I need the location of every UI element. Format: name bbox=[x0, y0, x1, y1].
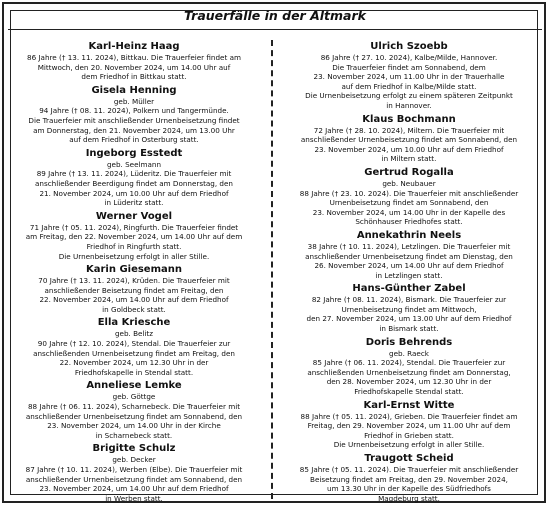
notice-line: in Letzlingen statt. bbox=[375, 270, 443, 280]
notice-line: 23. November 2024, um 10.00 Uhr auf dem Friedhof bbox=[314, 144, 504, 154]
notice-line: anschließender Urnenbeisetzung findet am Sonnabend, den bbox=[25, 474, 243, 484]
notice-line: Beisetzung findet am Freitag, den 29. November 2024, bbox=[310, 474, 508, 484]
deceased-name: Karin Giesemann bbox=[85, 264, 182, 276]
notice-line: in Bismark statt. bbox=[379, 324, 439, 334]
notice-line: anschließender Urnenbeisetzung findet am Sonnabend, den bbox=[300, 135, 518, 145]
notice-line: 82 Jahre († 08. 11. 2024), Bismark. Die Trauerfeier zur bbox=[311, 295, 507, 305]
notice-line: geb. Müller bbox=[113, 96, 155, 106]
obituary-entry bbox=[281, 452, 537, 503]
notice-line: Die Trauerfeier mit anschließender Urnenbeisetzung findet bbox=[28, 115, 240, 125]
obituary-entry bbox=[281, 113, 537, 164]
notice-line: in Werben statt. bbox=[105, 493, 163, 503]
notice-line: am Donnerstag, den 21. November 2024, um 13.00 Uhr bbox=[33, 125, 235, 135]
notice-line: anschließender Urnenbeisetzung findet am Sonnabend, den bbox=[25, 411, 243, 421]
right-column bbox=[281, 40, 537, 505]
notice-line: anschließender Urnenbeisetzung findet am Dienstag, den bbox=[305, 251, 513, 261]
deceased-name: Gertrud Rogalla bbox=[364, 166, 454, 178]
notice-line: 87 Jahre († 10. 11. 2024), Werben (Elbe). Die Trauerfeier mit bbox=[25, 465, 243, 474]
notice-line: 88 Jahre († 06. 11. 2024), Scharnebeck. Die Trauerfeier mit bbox=[27, 402, 241, 412]
obituary-entry bbox=[6, 316, 262, 377]
notice-line: 71 Jahre († 05. 11. 2024), Ringfurth. Die Trauerfeier findet bbox=[29, 222, 239, 232]
notice-line: 22. November 2024, um 14.00 Uhr auf dem Friedhof bbox=[39, 295, 229, 305]
deceased-name: Gisela Henning bbox=[91, 84, 177, 96]
notice-line: geb. Decker bbox=[112, 455, 156, 465]
notice-line: anschließender Beisetzung findet am Freitag, den bbox=[44, 285, 224, 295]
column-divider bbox=[271, 40, 273, 499]
notice-line: 94 Jahre († 08. 11. 2024), Polkern und Tangermünde. bbox=[39, 106, 229, 116]
deceased-name: Hans-Günther Zabel bbox=[352, 283, 466, 295]
notice-line: 86 Jahre († 13. 11. 2024), Bittkau. Die Trauerfeier findet am bbox=[27, 53, 241, 62]
notice-line: anschließenden Urnenbeisetzung findet am Freitag, den bbox=[33, 348, 235, 358]
notice-line: 22. November 2024, um 12.30 Uhr in der bbox=[59, 358, 209, 368]
notice-line: Magdeburg statt. bbox=[378, 493, 440, 503]
notice-line: 86 Jahre († 27. 10. 2024), Kalbe/Milde, Hannover. bbox=[320, 53, 498, 62]
notice-line: 23. November 2024, um 11.00 Uhr in der Trauerhalle bbox=[313, 72, 505, 82]
notice-line: Urnenbeisetzung findet am Mittwoch, bbox=[341, 304, 477, 314]
deceased-name: Ingeborg Esstedt bbox=[85, 147, 183, 159]
notice-line: 85 Jahre († 06. 11. 2024), Stendal. Die Trauerfeier zur bbox=[312, 358, 506, 368]
notice-line: 88 Jahre († 05. 11. 2024), Grieben. Die Trauerfeier findet am bbox=[300, 411, 518, 421]
deceased-name: Annekathrin Neels bbox=[356, 229, 462, 241]
notice-line: den 27. November 2024, um 13.00 Uhr auf dem Friedhof bbox=[306, 314, 512, 324]
notice-line: dem Friedhof in Bittkau statt. bbox=[81, 72, 187, 82]
notice-line: 23. November 2024, um 14.00 Uhr in der Kirche bbox=[47, 421, 221, 431]
notice-line: geb. Belitz bbox=[114, 329, 154, 339]
deceased-name: Karl-Ernst Witte bbox=[363, 399, 455, 411]
deceased-name: Karl-Heinz Haag bbox=[88, 41, 180, 52]
notice-line: in Goldbeck statt. bbox=[102, 304, 166, 314]
notice-line: auf dem Friedhof in Osterburg statt. bbox=[69, 135, 199, 145]
notice-line: Urnenbeisetzung findet am Sonnabend, den bbox=[329, 198, 489, 208]
title-rule bbox=[8, 29, 542, 30]
notice-line: anschließenden Urnenbeisetzung findet am Donnerstag, bbox=[307, 367, 511, 377]
obituary-entry bbox=[281, 40, 537, 111]
notice-line: Die Urnenbeisetzung erfolgt zu einem späteren Zeitpunkt bbox=[305, 91, 513, 101]
notice-line: 72 Jahre († 28. 10. 2024), Miltern. Die Trauerfeier mit bbox=[313, 125, 505, 135]
deceased-name: Ella Kriesche bbox=[97, 317, 171, 329]
notice-line: den 28. November 2024, um 12.30 Uhr in der bbox=[326, 377, 492, 387]
notice-line: 26. November 2024, um 14.00 Uhr auf dem Friedhof bbox=[314, 261, 504, 271]
notice-line: Friedhof in Ringfurth statt. bbox=[86, 241, 182, 251]
notice-line: um 13.30 Uhr in der Kapelle des Südfriedhofs bbox=[327, 484, 491, 494]
obituary-entry bbox=[6, 40, 262, 82]
notice-line: 23. November 2024, um 14.00 Uhr in der Kapelle des bbox=[312, 207, 506, 217]
notice-line: in Scharnebeck statt. bbox=[95, 430, 173, 440]
deceased-name: Klaus Bochmann bbox=[362, 113, 456, 125]
page-title: Trauerfälle in der Altmark bbox=[184, 8, 366, 23]
notice-line: auf dem Friedhof in Kalbe/Milde statt. bbox=[341, 81, 477, 91]
notice-line: in Miltern statt. bbox=[381, 154, 437, 164]
notice-line: Schönhauser Friedhofes statt. bbox=[355, 217, 463, 227]
notice-line: Mittwoch, den 20. November 2024, um 14.00 Uhr auf bbox=[37, 62, 231, 72]
obituary-entry bbox=[6, 442, 262, 503]
notice-line: 89 Jahre († 13. 11. 2024), Lüderitz. Die Trauerfeier mit bbox=[36, 169, 232, 179]
notice-line: Friedhofskapelle in Stendal statt. bbox=[74, 367, 194, 377]
notice-line: in Lüderitz statt. bbox=[104, 198, 164, 208]
deceased-name: Anneliese Lemke bbox=[86, 380, 182, 392]
notice-line: 21. November 2024, um 10.00 Uhr auf dem Friedhof bbox=[39, 188, 229, 198]
notice-line: Friedhofskapelle Stendal statt. bbox=[354, 387, 464, 397]
deceased-name: Doris Behrends bbox=[365, 336, 453, 348]
deceased-name: Ulrich Szoebb bbox=[370, 41, 448, 52]
obituary-entry bbox=[6, 147, 262, 208]
notice-line: anschließender Beerdigung findet am Donnerstag, den bbox=[35, 178, 233, 188]
notice-line: geb. Seelmann bbox=[106, 159, 162, 169]
notice-line: 88 Jahre († 23. 10. 2024). Die Trauerfeier mit anschließender bbox=[299, 188, 519, 198]
obituary-entry bbox=[281, 229, 537, 280]
left-column bbox=[6, 40, 262, 505]
obituary-entry bbox=[6, 379, 262, 440]
notice-line: Die Trauerfeier findet am Sonnabend, dem bbox=[332, 62, 486, 72]
notice-line: Freitag, den 29. November 2024, um 11.00 Uhr auf dem bbox=[307, 421, 511, 431]
notice-line: Friedhof in Grieben statt. bbox=[364, 430, 454, 440]
deceased-name: Werner Vogel bbox=[95, 210, 173, 222]
notice-line: 85 Jahre († 05. 11. 2024). Die Trauerfeier mit anschließender bbox=[299, 465, 519, 474]
notice-line: 38 Jahre († 10. 11. 2024), Letzlingen. Die Trauerfeier mit bbox=[307, 241, 511, 251]
obituary-entry bbox=[281, 282, 537, 333]
notice-line: Die Urnenbeisetzung erfolgt in aller Stille. bbox=[333, 440, 485, 450]
notice-line: in Hannover. bbox=[386, 100, 432, 110]
notice-line: am Freitag, den 22. November 2024, um 14.00 Uhr auf dem bbox=[25, 232, 243, 242]
notice-line: 23. November 2024, um 14.00 Uhr auf dem Friedhof bbox=[39, 484, 229, 494]
obituary-entry bbox=[6, 210, 262, 261]
obituary-entry bbox=[281, 336, 537, 397]
notice-line: 90 Jahre († 12. 10. 2024), Stendal. Die Trauerfeier zur bbox=[37, 339, 231, 349]
deceased-name: Brigitte Schulz bbox=[92, 443, 176, 455]
notice-line: Die Urnenbeisetzung erfolgt in aller Stille. bbox=[58, 251, 210, 261]
notice-line: geb. Neubauer bbox=[382, 178, 436, 188]
obituary-entry bbox=[6, 263, 262, 314]
notice-line: 70 Jahre († 13. 11. 2024), Krüden. Die Trauerfeier mit bbox=[38, 276, 230, 286]
obituary-entry bbox=[281, 166, 537, 227]
notice-line: geb. Göttge bbox=[112, 392, 156, 402]
notice-line: geb. Raeck bbox=[389, 348, 429, 358]
deceased-name: Traugott Scheid bbox=[364, 453, 454, 464]
obituary-entry bbox=[6, 84, 262, 145]
obituary-entry bbox=[281, 399, 537, 450]
